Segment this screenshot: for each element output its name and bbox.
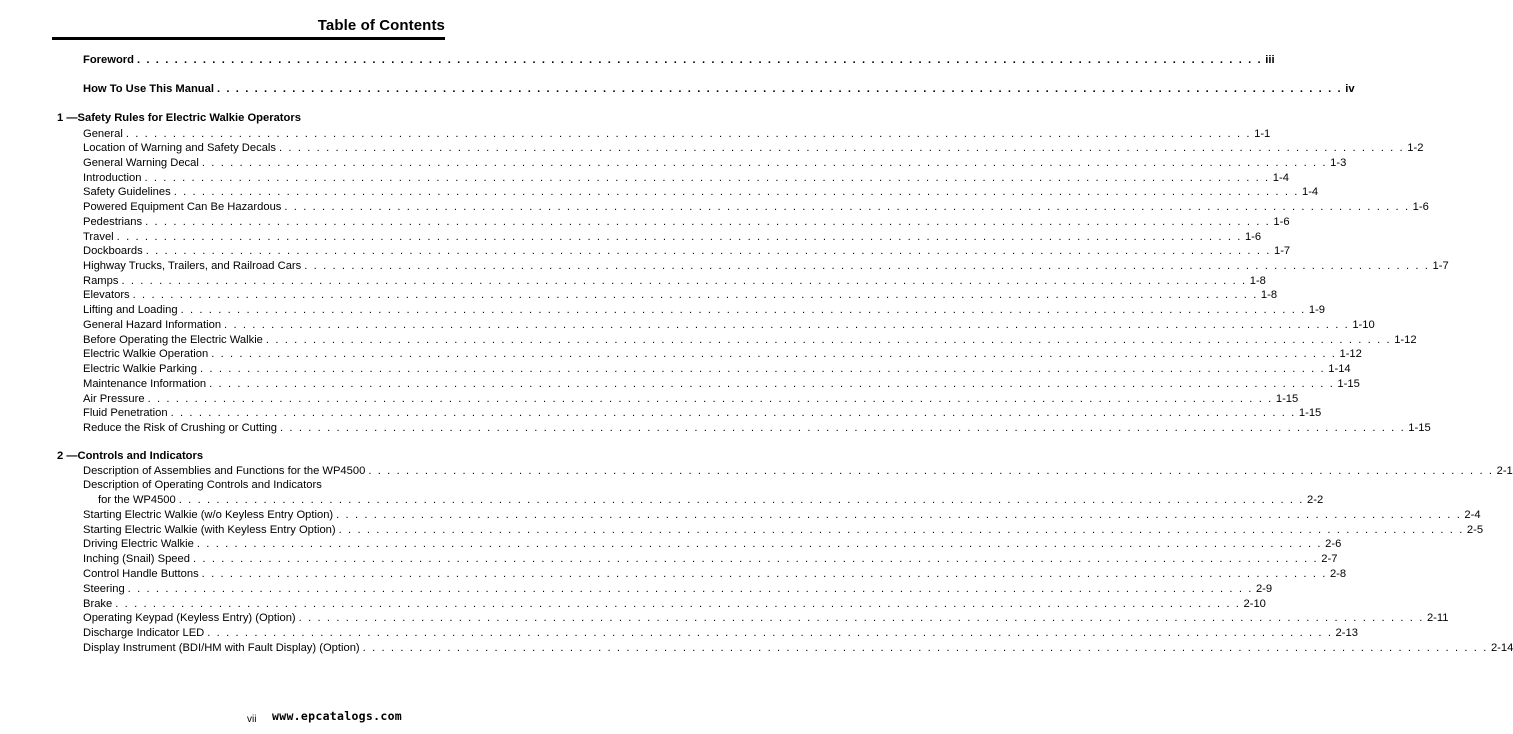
toc-entry[interactable] bbox=[83, 421, 1431, 435]
toc-entry[interactable] bbox=[83, 626, 1358, 640]
dot-leader: . . . . . . . . . . . . . . . . . . . . . . . . . . . . . . . . . . . . . . . . . . . . . . . . . . . . . . . . . . . . . . . . . . . . . . . . . . . . . . . . . . . . . . . . . . . . . . . . . . . . . . . . . . . . . . . . . . . . . . . . bbox=[196, 538, 1323, 551]
dot-leader: . . . . . . . . . . . . . . . . . . . . . . . . . . . . . . . . . . . . . . . . . . . . . . . . . . . . . . . . . . . . . . . . . . . . . . . . . . . . . . . . . . . . . . . . . . . . . . . . . . . . . . . . . . . . . . . . . . . . . . . . bbox=[115, 597, 1241, 610]
dot-leader: . . . . . . . . . . . . . . . . . . . . . . . . . . . . . . . . . . . . . . . . . . . . . . . . . . . . . . . . . . . . . . . . . . . . . . . . . . . . . . . . . . . . . . . . . . . . . . . . . . . . . . . . . . . . . . . . . . . . . . . . bbox=[121, 274, 1247, 287]
toc-entry-page: 1-15 bbox=[1337, 377, 1360, 390]
toc-entry-title: Highway Trucks, Trailers, and Railroad Cars bbox=[83, 260, 302, 272]
dot-leader: . . . . . . . . . . . . . . . . . . . . . . . . . . . . . . . . . . . . . . . . . . . . . . . . . . . . . . . . . . . . . . . . . . . . . . . . . . . . . . . . . . . . . . . . . . . . . . . . . . . . . . . . . . . . . . . . . . . . . . . . bbox=[173, 186, 1299, 199]
dot-leader: . . . . . . . . . . . . . . . . . . . . . . . . . . . . . . . . . . . . . . . . . . . . . . . . . . . . . . . . . . . . . . . . . . . . . . . . . . . . . . . . . . . . . . . . . . . . . . . . . . . . . . . . . . . . . . . . . . . . . . . . bbox=[279, 142, 1405, 155]
toc-entry-page: 1-8 bbox=[1260, 289, 1278, 302]
toc-entry-title: Maintenance Information bbox=[83, 377, 207, 390]
toc-entry-continuation[interactable] bbox=[98, 493, 1324, 507]
toc-entry[interactable] bbox=[83, 567, 1347, 581]
toc-entry-page: 2-10 bbox=[1243, 597, 1266, 610]
toc-entry-page: 1-3 bbox=[1330, 156, 1347, 169]
toc-entry-title: Starting Electric Walkie (w/o Keyless Entry Option) bbox=[83, 508, 334, 521]
dot-leader: . . . . . . . . . . . . . . . . . . . . . . . . . . . . . . . . . . . . . . . . . . . . . . . . . . . . . . . . . . . . . . . . . . . . . . . . . . . . . . . . . . . . . . . . . . . . . . . . . . . . . . . . . . . . . . . . . . . . . . . . bbox=[280, 421, 1406, 434]
dot-leader: . . . . . . . . . . . . . . . . . . . . . . . . . . . . . . . . . . . . . . . . . . . . . . . . . . . . . . . . . . . . . . . . . . . . . . . . . . . . . . . . . . . . . . . . . . . . . . . . . . . . . . . . . . . . . . . . . . . . . . . . bbox=[338, 523, 1464, 536]
toc-entry-page: 1-15 bbox=[1298, 407, 1322, 420]
toc-entry-title: General bbox=[83, 127, 123, 140]
toc-entry-page: 2-8 bbox=[1329, 568, 1347, 580]
toc-entry-title: Ramps bbox=[83, 274, 119, 287]
toc-entry-title: How To Use This Manual bbox=[83, 83, 214, 95]
toc-entry-page: 2-14 bbox=[1490, 641, 1513, 654]
toc-entry[interactable] bbox=[83, 141, 1424, 155]
toc-entry-page: 1-8 bbox=[1249, 274, 1266, 287]
toc-entry-title: Electric Walkie Parking bbox=[83, 363, 197, 375]
toc-entry[interactable] bbox=[83, 464, 1513, 478]
toc-entry-page: 2-5 bbox=[1466, 523, 1484, 536]
toc-entry[interactable] bbox=[83, 377, 1360, 391]
toc-entry-page: 1-6 bbox=[1244, 230, 1262, 243]
page-title: Table of Contents bbox=[317, 17, 445, 34]
toc-front-entry[interactable] bbox=[83, 53, 1275, 67]
dot-leader: . . . . . . . . . . . . . . . . . . . . . . . . . . . . . . . . . . . . . . . . . . . . . . . . . . . . . . . . . . . . . . . . . . . . . . . . . . . . . . . . . . . . . . . . . . . . . . . . . . . . . . . . . . . . . . . . . . . . . . . . bbox=[170, 407, 1296, 420]
toc-entry-title: Brake bbox=[83, 597, 113, 610]
dot-leader: . . . . . . . . . . . . . . . . . . . . . . . . . . . . . . . . . . . . . . . . . . . . . . . . . . . . . . . . . . . . . . . . . . . . . . . . . . . . . . . . . . . . . . . . . . . . . . . . . . . . . . . . . . . . . . . . . . . . . . . . bbox=[207, 627, 1333, 640]
toc-entry-title: Reduce the Risk of Crushing or Cutting bbox=[83, 421, 278, 434]
page-number: vii bbox=[247, 714, 257, 725]
toc-entry[interactable] bbox=[83, 611, 1449, 625]
toc-entry-title: Travel bbox=[83, 230, 114, 243]
toc-entry-page: 2-7 bbox=[1321, 553, 1338, 566]
toc-entry-title: Electric Walkie Operation bbox=[83, 348, 209, 361]
section-heading: 2 —Controls and Indicators bbox=[57, 449, 204, 462]
dot-leader: . . . . . . . . . . . . . . . . . . . . . . . . . . . . . . . . . . . . . . . . . . . . . . . . . . . . . . . . . . . . . . . . . . . . . . . . . . . . . . . . . . . . . . . . . . . . . . . . . . . . . . . . . . . . . . . . . . . . . . . . bbox=[209, 377, 1335, 390]
toc-entry-page: 1-1 bbox=[1254, 127, 1271, 140]
toc-entry[interactable] bbox=[83, 347, 1362, 361]
toc-entry-title: Fluid Penetration bbox=[83, 407, 168, 420]
toc-front-entry[interactable] bbox=[83, 82, 1355, 96]
toc-entry-page: 1-4 bbox=[1272, 171, 1289, 184]
toc-entry-title: Display Instrument (BDI/HM with Fault Display) (Option) bbox=[83, 641, 360, 654]
dot-leader: . . . . . . . . . . . . . . . . . . . . . . . . . . . . . . . . . . . . . . . . . . . . . . . . . . . . . . . . . . . . . . . . . . . . . . . . . . . . . . . . . . . . . . . . . . . . . . . . . . . . . . . . . . . . . . . . . . . . . . . . bbox=[211, 348, 1337, 361]
dot-leader: . . . . . . . . . . . . . . . . . . . . . . . . . . . . . . . . . . . . . . . . . . . . . . . . . . . . . . . . . . . . . . . . . . . . . . . . . . . . . . . . . . . . . . . . . . . . . . . . . . . . . . . . . . . . . . . . . . . . . . . . bbox=[284, 201, 1410, 214]
dot-leader: . . . . . . . . . . . . . . . . . . . . . . . . . . . . . . . . . . . . . . . . . . . . . . . . . . . . . . . . . . . . . . . . . . . . . . . . . . . . . . . . . . . . . . . . . . . . . . . . . . . . . . . . . . . . . . . . . . . . . . . . bbox=[125, 127, 1252, 140]
dot-leader: . . . . . . . . . . . . . . . . . . . . . . . . . . . . . . . . . . . . . . . . . . . . . . . . . . . . . . . . . . . . . . . . . . . . . . . . . . . . . . . . . . . . . . . . . . . . . . . . . . . . . . . . . . . . . . . . . . . . . . . . bbox=[199, 363, 1326, 375]
toc-entry-title: Control Handle Buttons bbox=[83, 568, 199, 580]
toc-entry-title: Starting Electric Walkie (with Keyless Entry Option) bbox=[83, 523, 336, 536]
dot-leader: . . . . . . . . . . . . . . . . . . . . . . . . . . . . . . . . . . . . . . . . . . . . . . . . . . . . . . . . . . . . . . . . . . . . . . . . . . . . . . . . . . . . . . . . . . . . . . . . . . . . . . . . . . . . . . . . . . . . . . . . bbox=[368, 464, 1494, 477]
toc-entry-title: Safety Guidelines bbox=[83, 186, 171, 199]
watermark: www.epcatalogs.com bbox=[272, 709, 403, 723]
toc-entry-page: 1-12 bbox=[1339, 348, 1362, 361]
toc-entry-page: 1-15 bbox=[1408, 421, 1431, 434]
toc-entry[interactable] bbox=[83, 641, 1513, 655]
toc-entry-title: Pedestrians bbox=[83, 215, 143, 228]
toc-entry-page: 1-14 bbox=[1328, 363, 1351, 375]
toc-entry-title: General Warning Decal bbox=[83, 156, 199, 169]
dot-leader: . . . . . . . . . . . . . . . . . . . . . . . . . . . . . . . . . . . . . . . . . . . . . . . . . . . . . . . . . . . . . . . . . . . . . . . . . . . . . . . . . . . . . . . . . . . . . . . . . . . . . . . . . . . . . . . . . . . . . . . . bbox=[216, 83, 1343, 95]
toc-entry-title: Operating Keypad (Keyless Entry) (Option) bbox=[83, 612, 296, 625]
toc-entry-page: 2-4 bbox=[1464, 508, 1481, 521]
toc-entry[interactable] bbox=[83, 156, 1347, 170]
toc-entry-title: Introduction bbox=[83, 171, 142, 184]
toc-entry-title: for the WP4500 bbox=[98, 494, 176, 507]
dot-leader: . . . . . . . . . . . . . . . . . . . . . . . . . . . . . . . . . . . . . . . . . . . . . . . . . . . . . . . . . . . . . . . . . . . . . . . . . . . . . . . . . . . . . . . . . . . . . . . . . . . . . . . . . . . . . . . . . . . . . . . . bbox=[201, 568, 1327, 580]
dot-leader: . . . . . . . . . . . . . . . . . . . . . . . . . . . . . . . . . . . . . . . . . . . . . . . . . . . . . . . . . . . . . . . . . . . . . . . . . . . . . . . . . . . . . . . . . . . . . . . . . . . . . . . . . . . . . . . . . . . . . . . . bbox=[298, 612, 1424, 625]
toc-entry[interactable] bbox=[83, 406, 1322, 420]
toc-entry-page: 1-9 bbox=[1308, 304, 1326, 317]
toc-entry[interactable] bbox=[83, 215, 1290, 229]
toc-entry-page: 1-2 bbox=[1407, 142, 1424, 155]
toc-entry[interactable] bbox=[83, 303, 1326, 317]
toc-entry-title: Air Pressure bbox=[83, 392, 145, 405]
toc-entry[interactable] bbox=[83, 552, 1338, 566]
dot-leader: . . . . . . . . . . . . . . . . . . . . . . . . . . . . . . . . . . . . . . . . . . . . . . . . . . . . . . . . . . . . . . . . . . . . . . . . . . . . . . . . . . . . . . . . . . . . . . . . . . . . . . . . . . . . . . . . . . . . . . . . bbox=[145, 245, 1271, 258]
toc-entry[interactable] bbox=[83, 318, 1375, 332]
toc-entry-page: iii bbox=[1265, 54, 1275, 66]
toc-entry[interactable] bbox=[83, 185, 1319, 199]
dot-leader: . . . . . . . . . . . . . . . . . . . . . . . . . . . . . . . . . . . . . . . . . . . . . . . . . . . . . . . . . . . . . . . . . . . . . . . . . . . . . . . . . . . . . . . . . . . . . . . . . . . . . . . . . . . . . . . . . . . . . . . . bbox=[180, 304, 1306, 317]
toc-entry[interactable] bbox=[83, 537, 1342, 551]
toc-entry[interactable] bbox=[83, 274, 1266, 288]
toc-entry-title: Dockboards bbox=[83, 245, 143, 258]
dot-leader: . . . . . . . . . . . . . . . . . . . . . . . . . . . . . . . . . . . . . . . . . . . . . . . . . . . . . . . . . . . . . . . . . . . . . . . . . . . . . . . . . . . . . . . . . . . . . . . . . . . . . . . . . . . . . . . . . . . . . . . . bbox=[144, 171, 1270, 184]
toc-entry-page: 1-7 bbox=[1273, 245, 1291, 258]
toc-entry[interactable] bbox=[83, 333, 1417, 347]
toc-entry-title: Foreword bbox=[83, 54, 134, 66]
toc-entry-title: Powered Equipment Can Be Hazardous bbox=[83, 201, 282, 214]
dot-leader: . . . . . . . . . . . . . . . . . . . . . . . . . . . . . . . . . . . . . . . . . . . . . . . . . . . . . . . . . . . . . . . . . . . . . . . . . . . . . . . . . . . . . . . . . . . . . . . . . . . . . . . . . . . . . . . . . . . . . . . . bbox=[127, 582, 1253, 595]
toc-entry-page: 1-7 bbox=[1432, 260, 1449, 272]
toc-entry[interactable] bbox=[83, 288, 1278, 302]
toc-entry-page: iv bbox=[1345, 83, 1355, 95]
toc-entry-page: 1-15 bbox=[1275, 392, 1299, 405]
toc-entry[interactable] bbox=[83, 259, 1449, 273]
dot-leader: . . . . . . . . . . . . . . . . . . . . . . . . . . . . . . . . . . . . . . . . . . . . . . . . . . . . . . . . . . . . . . . . . . . . . . . . . . . . . . . . . . . . . . . . . . . . . . . . . . . . . . . . . . . . . . . . . . . . . . . . bbox=[178, 494, 1305, 507]
toc-entry[interactable] bbox=[83, 597, 1266, 611]
toc-entry-page: 1-12 bbox=[1394, 333, 1417, 346]
toc-entry[interactable] bbox=[83, 200, 1429, 214]
title-rule bbox=[52, 37, 445, 40]
dot-leader: . . . . . . . . . . . . . . . . . . . . . . . . . . . . . . . . . . . . . . . . . . . . . . . . . . . . . . . . . . . . . . . . . . . . . . . . . . . . . . . . . . . . . . . . . . . . . . . . . . . . . . . . . . . . . . . . . . . . . . . . bbox=[362, 641, 1488, 654]
toc-entry-title: Discharge Indicator LED bbox=[83, 627, 205, 640]
toc-entry[interactable] bbox=[83, 230, 1262, 244]
toc-entry-title: Location of Warning and Safety Decals bbox=[83, 142, 276, 155]
toc-entry-page: 1-4 bbox=[1301, 186, 1319, 199]
toc-entry[interactable] bbox=[83, 362, 1351, 376]
toc-entry-title: Steering bbox=[83, 582, 125, 595]
toc-entry-page: 1-6 bbox=[1412, 201, 1429, 214]
dot-leader: . . . . . . . . . . . . . . . . . . . . . . . . . . . . . . . . . . . . . . . . . . . . . . . . . . . . . . . . . . . . . . . . . . . . . . . . . . . . . . . . . . . . . . . . . . . . . . . . . . . . . . . . . . . . . . . . . . . . . . . . bbox=[224, 318, 1350, 331]
dot-leader: . . . . . . . . . . . . . . . . . . . . . . . . . . . . . . . . . . . . . . . . . . . . . . . . . . . . . . . . . . . . . . . . . . . . . . . . . . . . . . . . . . . . . . . . . . . . . . . . . . . . . . . . . . . . . . . . . . . . . . . . bbox=[116, 230, 1242, 243]
toc-entry-title: Elevators bbox=[83, 289, 130, 302]
dot-leader: . . . . . . . . . . . . . . . . . . . . . . . . . . . . . . . . . . . . . . . . . . . . . . . . . . . . . . . . . . . . . . . . . . . . . . . . . . . . . . . . . . . . . . . . . . . . . . . . . . . . . . . . . . . . . . . . . . . . . . . . bbox=[265, 333, 1392, 346]
toc-entry[interactable] bbox=[83, 244, 1291, 258]
dot-leader: . . . . . . . . . . . . . . . . . . . . . . . . . . . . . . . . . . . . . . . . . . . . . . . . . . . . . . . . . . . . . . . . . . . . . . . . . . . . . . . . . . . . . . . . . . . . . . . . . . . . . . . . . . . . . . . . . . . . . . . . bbox=[132, 289, 1258, 302]
section-heading: 1 —Safety Rules for Electric Walkie Operators bbox=[57, 112, 301, 124]
toc-entry[interactable] bbox=[83, 171, 1289, 185]
toc-entry-multiline[interactable]: Description of Operating Controls and Indicators bbox=[83, 479, 322, 492]
dot-leader: . . . . . . . . . . . . . . . . . . . . . . . . . . . . . . . . . . . . . . . . . . . . . . . . . . . . . . . . . . . . . . . . . . . . . . . . . . . . . . . . . . . . . . . . . . . . . . . . . . . . . . . . . . . . . . . . . . . . . . . . bbox=[145, 215, 1271, 228]
toc-entry[interactable] bbox=[83, 582, 1273, 596]
toc-entry[interactable] bbox=[83, 127, 1271, 141]
toc-entry-page: 1-10 bbox=[1352, 318, 1375, 331]
toc-entry-title: Description of Assemblies and Functions for the WP4500 bbox=[83, 464, 366, 477]
toc-entry-title: Before Operating the Electric Walkie bbox=[83, 333, 263, 346]
dot-leader: . . . . . . . . . . . . . . . . . . . . . . . . . . . . . . . . . . . . . . . . . . . . . . . . . . . . . . . . . . . . . . . . . . . . . . . . . . . . . . . . . . . . . . . . . . . . . . . . . . . . . . . . . . . . . . . . . . . . . . . . bbox=[147, 392, 1273, 405]
toc-entry-page: 2-13 bbox=[1335, 627, 1358, 640]
toc-entry-page: 2-11 bbox=[1426, 612, 1449, 625]
dot-leader: . . . . . . . . . . . . . . . . . . . . . . . . . . . . . . . . . . . . . . . . . . . . . . . . . . . . . . . . . . . . . . . . . . . . . . . . . . . . . . . . . . . . . . . . . . . . . . . . . . . . . . . . . . . . . . . . . . . . . . . . bbox=[201, 156, 1328, 169]
toc-entry-page: 2-1 bbox=[1496, 464, 1513, 477]
dot-leader: . . . . . . . . . . . . . . . . . . . . . . . . . . . . . . . . . . . . . . . . . . . . . . . . . . . . . . . . . . . . . . . . . . . . . . . . . . . . . . . . . . . . . . . . . . . . . . . . . . . . . . . . . . . . . . . . . . . . . . . . bbox=[304, 260, 1430, 272]
toc-entry-title: Inching (Snail) Speed bbox=[83, 553, 190, 566]
toc-entry-title: Driving Electric Walkie bbox=[83, 538, 194, 551]
dot-leader: . . . . . . . . . . . . . . . . . . . . . . . . . . . . . . . . . . . . . . . . . . . . . . . . . . . . . . . . . . . . . . . . . . . . . . . . . . . . . . . . . . . . . . . . . . . . . . . . . . . . . . . . . . . . . . . . . . . . . . . . bbox=[336, 508, 1462, 521]
toc-entry-title: Lifting and Loading bbox=[83, 304, 178, 317]
toc-entry[interactable] bbox=[83, 392, 1299, 406]
toc-entry-page: 2-6 bbox=[1325, 538, 1342, 551]
dot-leader: . . . . . . . . . . . . . . . . . . . . . . . . . . . . . . . . . . . . . . . . . . . . . . . . . . . . . . . . . . . . . . . . . . . . . . . . . . . . . . . . . . . . . . . . . . . . . . . . . . . . . . . . . . . . . . . . . . . . . . . . bbox=[192, 553, 1319, 566]
toc-entry-title: General Hazard Information bbox=[83, 318, 222, 331]
toc-entry-page: 1-6 bbox=[1273, 215, 1290, 228]
dot-leader: . . . . . . . . . . . . . . . . . . . . . . . . . . . . . . . . . . . . . . . . . . . . . . . . . . . . . . . . . . . . . . . . . . . . . . . . . . . . . . . . . . . . . . . . . . . . . . . . . . . . . . . . . . . . . . . . . . . . . . . . bbox=[136, 54, 1263, 66]
toc-entry-page: 2-2 bbox=[1307, 494, 1324, 507]
toc-entry-page: 2-9 bbox=[1255, 582, 1273, 595]
toc-entry[interactable] bbox=[83, 523, 1484, 537]
toc-entry[interactable] bbox=[83, 508, 1481, 522]
